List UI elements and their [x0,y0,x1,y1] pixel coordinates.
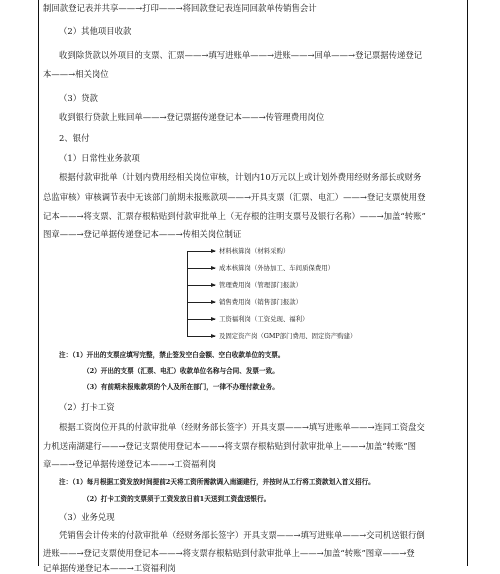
text-line: 总监审核）审核调节表中无该部门前期未报账款项——→开具支票（汇票、电汇）——→登记支票使用登 [43,192,426,202]
branch-label: 销售费用岗（销售部门报款） [219,298,303,306]
note-line: 注：（1）开出的支票应填写完整，禁止签发空白金额、空白收款单位的支票。 [59,351,285,359]
text-line: 章——→登记单据传递登记本——→工资福利岗 [43,459,217,469]
branch-label: 工资福利岗（工资兑现、福利） [219,315,309,323]
text-line: 根据工资岗位开具的付款审批单（经财务部长签字）开具支票——→填写进账单——→连同工资盘交 [59,422,425,432]
branch-trunk [187,251,188,336]
text-line: 收到银行贷款上账回单——→登记票据传递登记本——→传管理费用岗位 [59,112,325,122]
section-heading: 2、银付 [59,133,90,143]
text-line: 制回款登记表并共享——→打印——→将回款登记表连同回款单传销售会计 [43,3,317,13]
text-line: 根据付款审批单（计划内费用经相关岗位审核，计划内10万元以上或计划外费用经财务部长或财务 [59,172,422,182]
note-line: 注：（1）每月根据工资发放时间提前2天将工资所需款调入南湖建行，并按时从工行将工资款划入首义招行。 [59,478,375,486]
text-line: （2）打卡工资 [59,402,115,412]
text-line: 凭销售会计传来的付款审批单（经财务部长签字）开具支票——→填写进账单——→交司机送银行倒 [59,530,425,540]
text-line: 力机送南湖建行——→登记支票使用登记本——→将支票存根粘贴到付款审批单上——→加盖“转账”图 [43,441,416,451]
branch-arrow [187,268,215,269]
branch-arrow [187,285,215,286]
branch-arrow [187,319,215,320]
branch-label: 管理费用岗（管理部门报款） [219,281,303,289]
note-line: （2）开出的支票（汇票、电汇）收款单位名称与合同、发票一致。 [83,367,279,375]
note-line: （2）打卡工资的支票须于工资发放日前1天送到工资盘送银行。 [83,495,271,503]
document-page [38,0,468,573]
text-line: 记单据传递登记本——→工资福利岗 [43,563,176,573]
note-line: （3）有前期未报账款项的个人及所在部门，一律不办理付款业务。 [83,383,279,391]
text-line: 图章——→登记单据传递登记本——→传相关岗位制证 [43,229,242,239]
text-line: 本——→相关岗位 [43,69,109,79]
branch-arrow [187,302,215,303]
text-line: 进账——→登记支票使用登记本——→将支票存根粘贴到付款审批单上——→加盖“转账”图章——→登 [43,548,415,558]
text-line: （1）日常性业务款项 [59,153,140,163]
branch-label: 及固定资产岗（GMP部门费用、固定资产购建） [219,332,357,340]
text-line: （3）业务兑现 [59,512,115,522]
branch-arrow [187,251,215,252]
text-line: （2）其他项目收款 [59,26,132,36]
branch-arrow [187,336,215,337]
text-line: 记本——→将支票、汇票存根粘贴到付款审批单上（无存根的注明支票号及银行名称）——→加盖“转账” [43,211,426,221]
branch-label: 材料核算岗（材料采购） [219,247,290,255]
text-line: （3）贷款 [59,93,98,103]
text-line: 收到除货款以外项目的支票、汇票——→填写进账单——→进账——→回单——→登记票据传递登记 [59,50,423,60]
branch-label: 成本核算岗（外协加工、车间质保费用） [219,264,335,272]
